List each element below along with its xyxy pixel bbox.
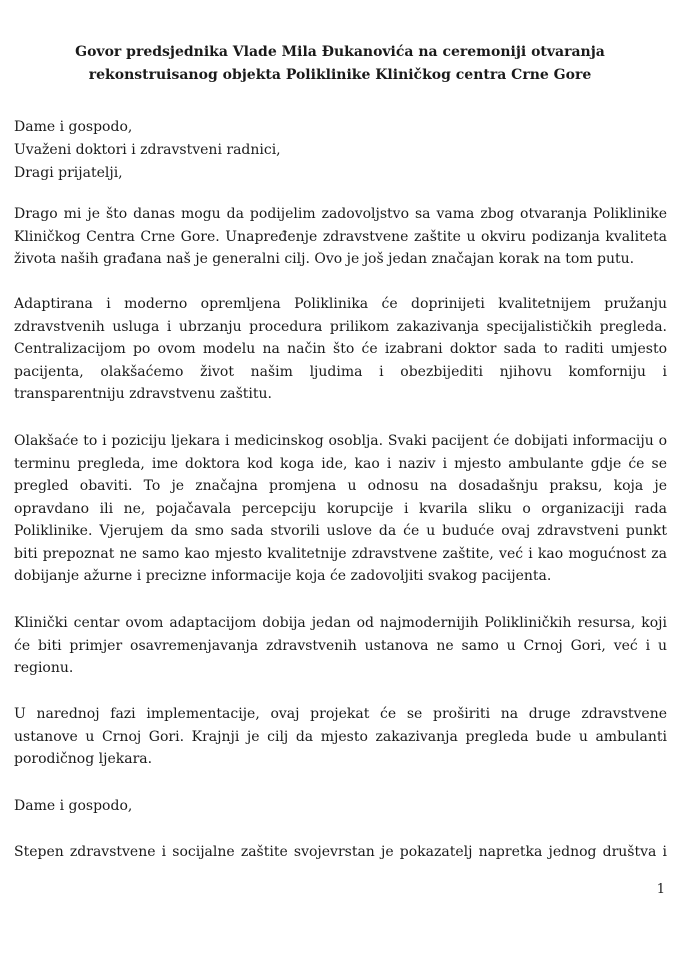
paragraph-line: pacijenta, olakšaćemo život našim ljudima i obezbijediti njihovu komforniju i	[14, 363, 667, 380]
paragraph-line: transparentniju zdravstvenu zaštitu.	[14, 386, 272, 402]
title-line: rekonstruisanog objekta Poliklinike Kliničkog centra Crne Gore	[88, 67, 592, 83]
paragraph-line: U narednoj fazi implementacije, ovaj projekat će se proširiti na druge zdravstvene	[14, 706, 667, 722]
closing-greeting: Dame i gospodo,	[14, 798, 133, 814]
paragraph-line: terminu pregleda, ime doktora kod koga ide, kao i naziv i mjesto ambulante gdje će se	[14, 455, 667, 472]
title-line: Govor predsjednika Vlade Mila Đukanovića na ceremoniji otvaranja	[75, 44, 605, 60]
paragraph-line: Olakšaće to i poziciju ljekara i medicinskog osoblja. Svaki pacijent će dobijati informaciju o	[14, 433, 667, 449]
paragraph-line: dobijanje ažurne i precizne informacije koja će zadovoljiti svakog pacijenta.	[14, 568, 552, 584]
paragraph-line: regionu.	[14, 660, 74, 676]
paragraph-line: Kliničkog Centra Crne Gore. Unapređenje zdravstvene zaštite u okviru podizanja kvaliteta	[14, 228, 667, 245]
final-paragraph	[14, 841, 667, 864]
paragraph-4	[14, 612, 667, 680]
greeting-line: Dragi prijatelji,	[14, 165, 123, 181]
paragraph-line: života naših građana naš je generalni cilj. Ovo je još jedan značajan korak na tom putu.	[14, 251, 635, 267]
paragraph-2	[14, 293, 667, 406]
paragraph-line: Adaptirana i moderno opremljena Poliklinika će doprinijeti kvalitetnijem pružanju	[14, 296, 667, 312]
paragraph-line: ustanove u Crnoj Gori. Krajnji je cilj da mjesto zakazivanja pregleda bude u ambulanti	[14, 728, 667, 745]
paragraph-line: opravdano ili ne, pojačavala percepciju korupcije i kvarila sliku o organizaciji rada	[14, 500, 667, 517]
paragraph-line: Centralizacijom po ovom modelu na način što će izabrani doktor sada to raditi umjesto	[14, 341, 667, 357]
paragraph-3	[14, 430, 667, 588]
paragraph-line: Drago mi je što danas mogu da podijelim zadovoljstvo sa vama zbog otvaranja Poliklinike	[14, 206, 667, 222]
paragraph-line: porodičnog ljekara.	[14, 751, 153, 767]
paragraph-line: Poliklinike. Vjerujem da smo sada stvorili uslove da će u buduće ovaj zdravstveni punkt	[14, 523, 667, 539]
opening-greeting	[14, 116, 281, 185]
paragraph-line: Stepen zdravstvene i socijalne zaštite svojevrstan je pokazatelj napretka jednog društva i	[14, 844, 667, 860]
paragraph-5	[14, 703, 667, 771]
document-title	[40, 41, 640, 87]
paragraph-line: zdravstvenih usluga i ubrzanju procedura prilikom zakazivanja specijalističkih pregleda.	[14, 318, 667, 335]
page-number: 1	[656, 882, 665, 897]
paragraph-line: Klinički centar ovom adaptacijom dobija jedan od najmodernijih Polikliničkih resursa, koji	[14, 615, 667, 631]
paragraph-line: će biti primjer osavremenjavanja zdravstvenih ustanova ne samo u Crnoj Gori, već i u	[14, 637, 667, 654]
greeting-line: Uvaženi doktori i zdravstveni radnici,	[14, 142, 281, 158]
paragraph-line: biti prepoznat ne samo kao mjesto kvalitetnije zdravstvene zaštite, već i kao mogućnost za	[14, 545, 667, 562]
paragraph-1	[14, 203, 667, 271]
greeting-line: Dame i gospodo,	[14, 119, 133, 135]
paragraph-line: pregled obaviti. To je značajna promjena u odnosu na dosadašnju praksu, koja je	[14, 478, 667, 494]
